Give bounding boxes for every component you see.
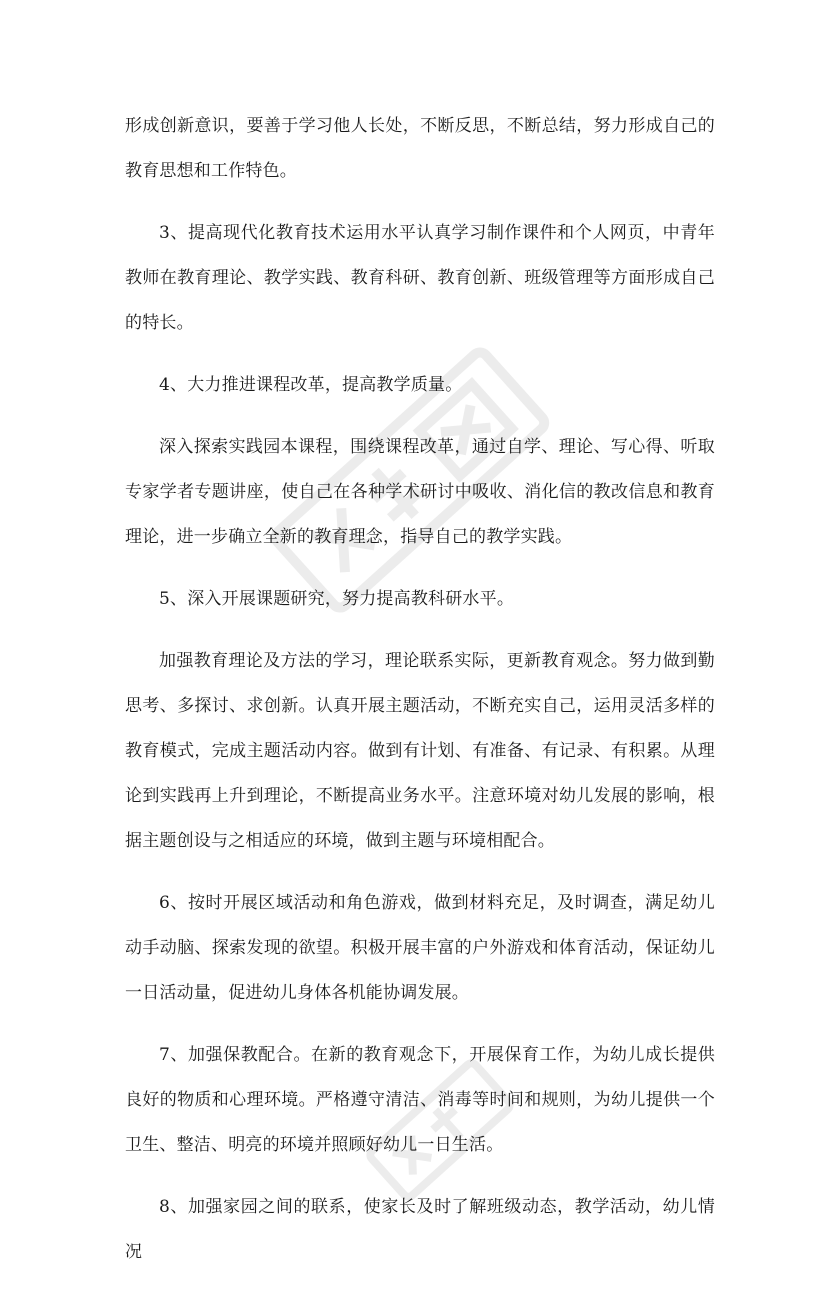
paragraph-item-4-heading: 4、大力推进课程改革，提高教学质量。 — [159, 375, 463, 395]
paragraph-item-5-body: 加强教育理论及方法的学习，理论联系实际，更新教育观念。努力做到勤思考、多探讨、求创新。认真开展主题活动，不断充实自己，运用灵活多样的教育模式，完成主题活动内容。做到有计划、有准备、有记录、有积累。从理论到实践再上升到理论，不断提高业务水平。注意环境对幼儿发展的影响，根据主题创设与之相适应的环境，做到主题与环境相配合。 — [125, 651, 715, 851]
paragraph-item-4-body: 深入探索实践园本课程，围绕课程改革，通过自学、理论、写心得、听取专家学者专题讲座，使自己在各种学术研讨中吸收、消化信的教改信息和教育理论，进一步确立全新的教育理念，指导自己的教学实践。 — [125, 437, 715, 547]
paragraph-continuation: 形成创新意识，要善于学习他人长处，不断反思，不断总结，努力形成自己的教育思想和工作特色。 — [125, 116, 715, 181]
paragraph-item-5-heading: 5、深入开展课题研究，努力提高教科研水平。 — [159, 589, 515, 609]
paragraph-item-8: 8、加强家园之间的联系，使家长及时了解班级动态，教学活动，幼儿情况 — [125, 1197, 715, 1262]
document-body — [125, 104, 715, 1292]
paragraph-item-3: 3、提高现代化教育技术运用水平认真学习制作课件和个人网页，中青年教师在教育理论、教学实践、教育科研、教育创新、班级管理等方面形成自己的特长。 — [125, 223, 715, 333]
paragraph-item-7: 7、加强保教配合。在新的教育观念下，开展保育工作，为幼儿成长提供良好的物质和心理环境。严格遵守清洁、消毒等时间和规则，为幼儿提供一个卫生、整洁、明亮的环境并照顾好幼儿一日生活。 — [125, 1045, 715, 1155]
paragraph-item-6: 6、按时开展区域活动和角色游戏，做到材料充足，及时调查，满足幼儿动手动脑、探索发现的欲望。积极开展丰富的户外游戏和体育活动，保证幼儿一日活动量，促进幼儿身体各机能协调发展。 — [125, 893, 715, 1003]
